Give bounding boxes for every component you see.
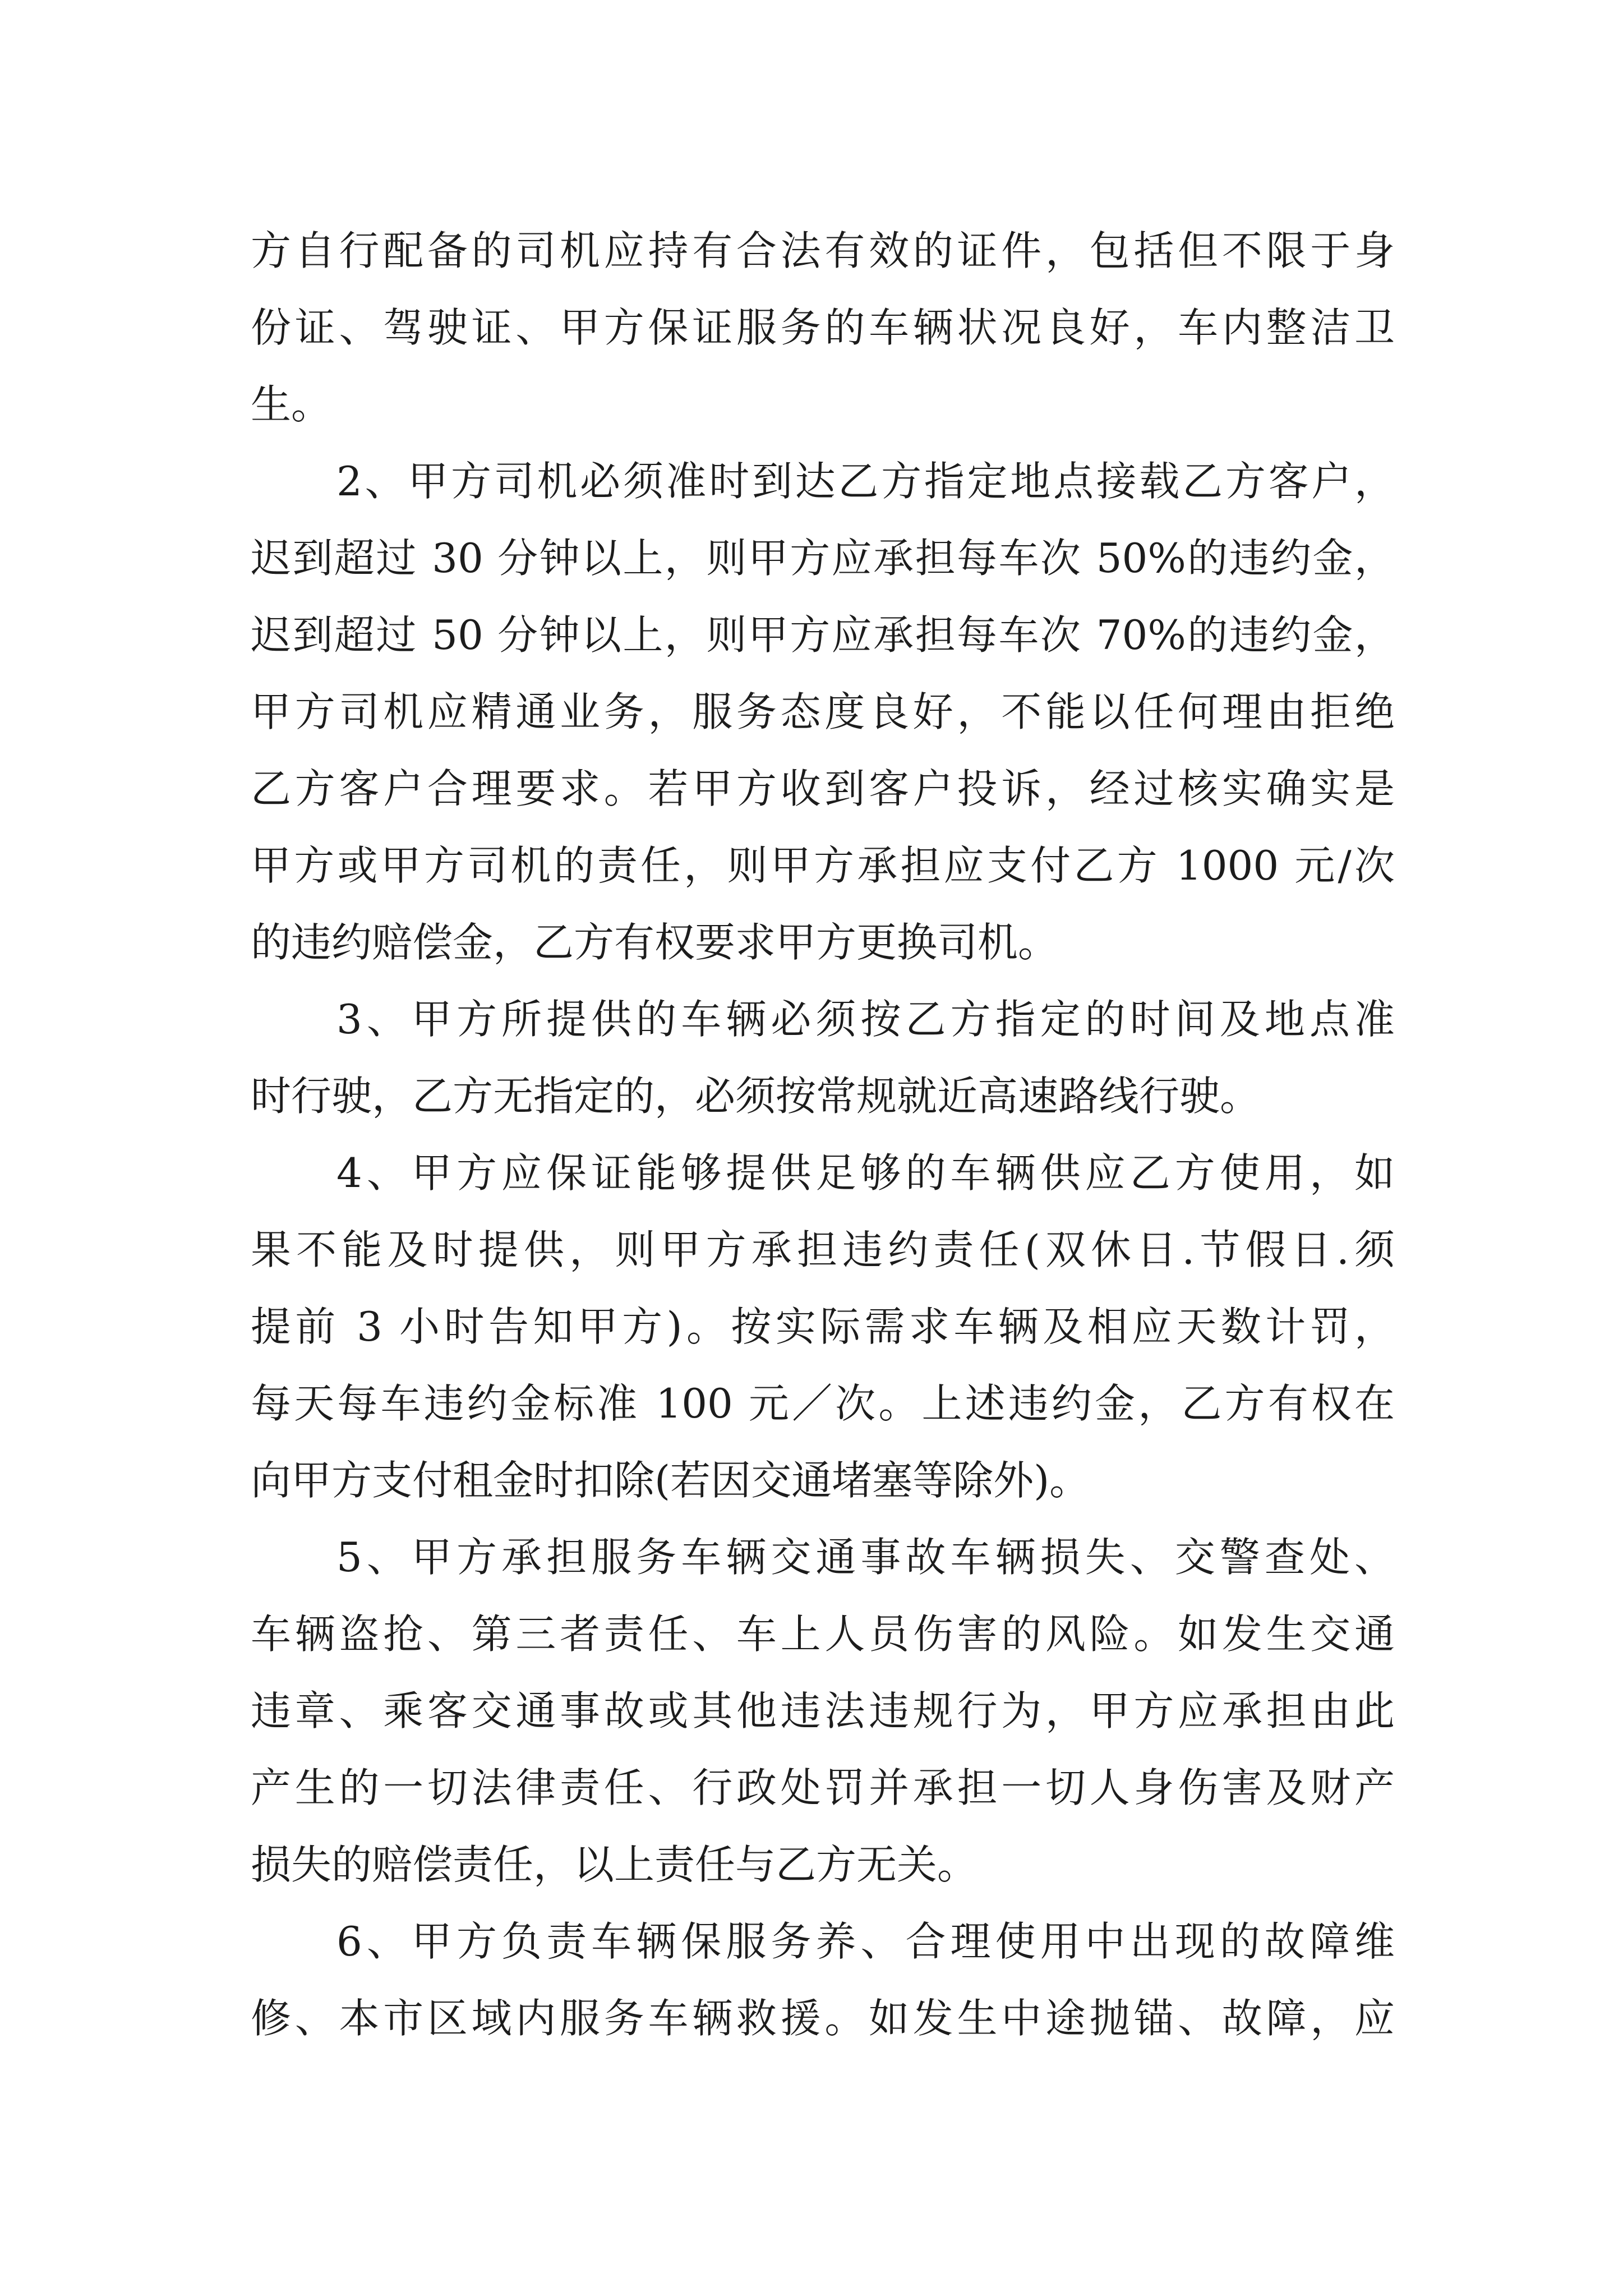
text-line: 6、甲方负责车辆保服务养、合理使用中出现的故障维 <box>336 1918 1395 1965</box>
text-line: 车辆盗抢、第三者责任、车上人员伤害的风险。如发生交通 <box>251 1611 1395 1658</box>
text-line: 向甲方支付租金时扣除(若因交通堵塞等除外)。 <box>251 1457 1090 1504</box>
text-line: 损失的赔偿责任，以上责任与乙方无关。 <box>251 1841 978 1888</box>
text-line: 2、甲方司机必须准时到达乙方指定地点接载乙方客户， <box>336 458 1395 505</box>
text-line: 5、甲方承担服务车辆交通事故车辆损失、交警查处、 <box>336 1534 1395 1581</box>
paragraph-clause-3 <box>251 981 1395 1135</box>
text-line: 乙方客户合理要求。若甲方收到客户投诉，经过核实确实是 <box>251 765 1395 812</box>
text-line: 违章、乘客交通事故或其他违法违规行为，甲方应承担由此 <box>251 1687 1395 1734</box>
text-line: 每天每车违约金标准 100 元／次。上述违约金，乙方有权在 <box>251 1380 1395 1427</box>
text-line: 时行驶，乙方无指定的，必须按常规就近高速路线行驶。 <box>251 1073 1261 1120</box>
text-line: 份证、驾驶证、甲方保证服务的车辆状况良好，车内整洁卫 <box>251 304 1395 351</box>
text-line: 甲方司机应精通业务，服务态度良好，不能以任何理由拒绝 <box>251 688 1395 735</box>
text-line: 的违约赔偿金，乙方有权要求甲方更换司机。 <box>251 919 1059 966</box>
text-line: 方自行配备的司机应持有合法有效的证件，包括但不限于身 <box>251 227 1395 274</box>
text-line: 3、甲方所提供的车辆必须按乙方指定的时间及地点准 <box>336 996 1395 1043</box>
paragraph-clause-4 <box>251 1135 1395 1519</box>
text-line: 提前 3 小时告知甲方)。按实际需求车辆及相应天数计罚， <box>251 1303 1395 1350</box>
paragraph-clause-6 <box>251 1903 1395 2057</box>
paragraph-clause-5 <box>251 1519 1395 1903</box>
paragraph-continuation <box>251 213 1395 443</box>
text-line: 甲方或甲方司机的责任，则甲方承担应支付乙方 1000 元/次 <box>251 842 1395 889</box>
text-line: 果不能及时提供，则甲方承担违约责任(双休日.节假日.须 <box>251 1226 1395 1273</box>
text-line: 生。 <box>251 381 332 428</box>
text-line: 迟到超过 30 分钟以上，则甲方应承担每车次 50%的违约金， <box>251 535 1395 582</box>
text-line: 产生的一切法律责任、行政处罚并承担一切人身伤害及财产 <box>251 1764 1395 1811</box>
text-line: 修、本市区域内服务车辆救援。如发生中途抛锚、故障，应 <box>251 1995 1395 2042</box>
document-body <box>251 213 1395 2057</box>
paragraph-clause-2 <box>251 443 1395 981</box>
text-line: 4、甲方应保证能够提供足够的车辆供应乙方使用，如 <box>336 1149 1395 1197</box>
text-line: 迟到超过 50 分钟以上，则甲方应承担每车次 70%的违约金， <box>251 611 1395 659</box>
